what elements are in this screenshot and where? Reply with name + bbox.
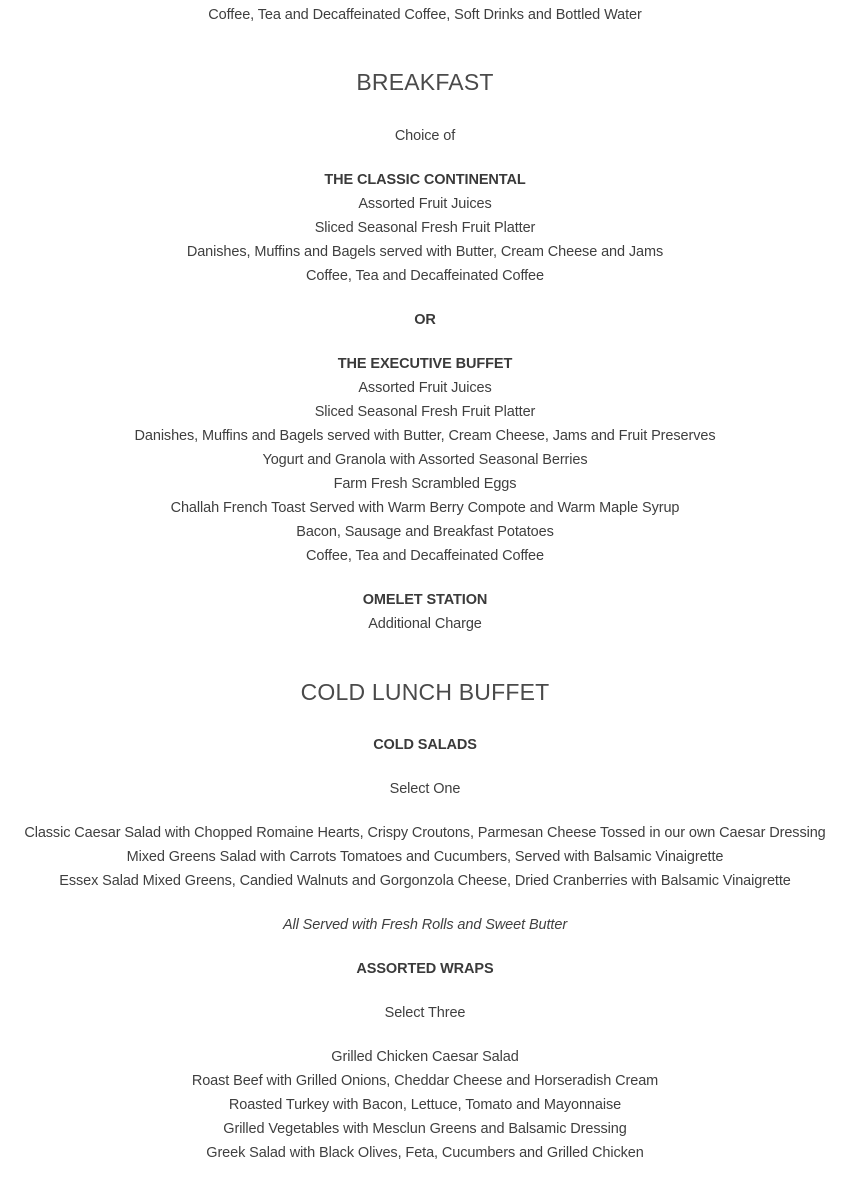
wraps-select-label: Select Three <box>384 1005 466 1021</box>
assorted-wraps-title: ASSORTED WRAPS <box>356 961 494 977</box>
cold-lunch-heading: COLD LUNCH BUFFET <box>300 679 550 705</box>
list-item: Roast Beef with Grilled Onions, Cheddar Cheese and Horseradish Cream <box>191 1073 659 1089</box>
omelet-additional-charge: Additional Charge <box>368 616 482 632</box>
list-item: Mixed Greens Salad with Carrots Tomatoes and Cucumbers, Served with Balsamic Vinaigrette <box>126 849 724 865</box>
list-item: Classic Caesar Salad with Chopped Romaine Hearts, Crispy Croutons, Parmesan Cheese Tossed in our own Caesar Dressing <box>24 825 826 841</box>
list-item: Sliced Seasonal Fresh Fruit Platter <box>314 404 536 420</box>
executive-buffet-title: THE EXECUTIVE BUFFET <box>337 356 513 372</box>
salads-select-label: Select One <box>389 781 461 797</box>
or-separator: OR <box>414 312 436 328</box>
breakfast-heading: BREAKFAST <box>356 69 494 95</box>
intro-beverages-line: Coffee, Tea and Decaffeinated Coffee, Soft Drinks and Bottled Water <box>208 7 642 23</box>
list-item: Assorted Fruit Juices <box>358 380 492 396</box>
classic-continental-title: THE CLASSIC CONTINENTAL <box>324 172 526 188</box>
list-item: Coffee, Tea and Decaffeinated Coffee <box>306 268 544 284</box>
list-item: Danishes, Muffins and Bagels served with Butter, Cream Cheese, Jams and Fruit Preserves <box>134 428 716 444</box>
list-item: Greek Salad with Black Olives, Feta, Cucumbers and Grilled Chicken <box>206 1145 644 1161</box>
list-item: Grilled Chicken Caesar Salad <box>331 1049 519 1065</box>
list-item: Farm Fresh Scrambled Eggs <box>333 476 517 492</box>
served-with-note: All Served with Fresh Rolls and Sweet Butter <box>282 917 568 933</box>
list-item: Essex Salad Mixed Greens, Candied Walnuts and Gorgonzola Cheese, Dried Cranberries with Balsamic Vinaigrette <box>59 873 791 889</box>
list-item: Sliced Seasonal Fresh Fruit Platter <box>314 220 536 236</box>
list-item: Challah French Toast Served with Warm Berry Compote and Warm Maple Syrup <box>170 500 680 516</box>
omelet-station-title: OMELET STATION <box>362 592 488 608</box>
list-item: Grilled Vegetables with Mesclun Greens and Balsamic Dressing <box>223 1121 627 1137</box>
cold-salads-title: COLD SALADS <box>373 737 477 753</box>
breakfast-choice-label: Choice of <box>394 128 456 144</box>
list-item: Danishes, Muffins and Bagels served with Butter, Cream Cheese and Jams <box>186 244 664 260</box>
list-item: Bacon, Sausage and Breakfast Potatoes <box>296 524 554 540</box>
list-item: Yogurt and Granola with Assorted Seasonal Berries <box>262 452 588 468</box>
list-item: Roasted Turkey with Bacon, Lettuce, Tomato and Mayonnaise <box>228 1097 622 1113</box>
list-item: Coffee, Tea and Decaffeinated Coffee <box>306 548 544 564</box>
list-item: Assorted Fruit Juices <box>358 196 492 212</box>
